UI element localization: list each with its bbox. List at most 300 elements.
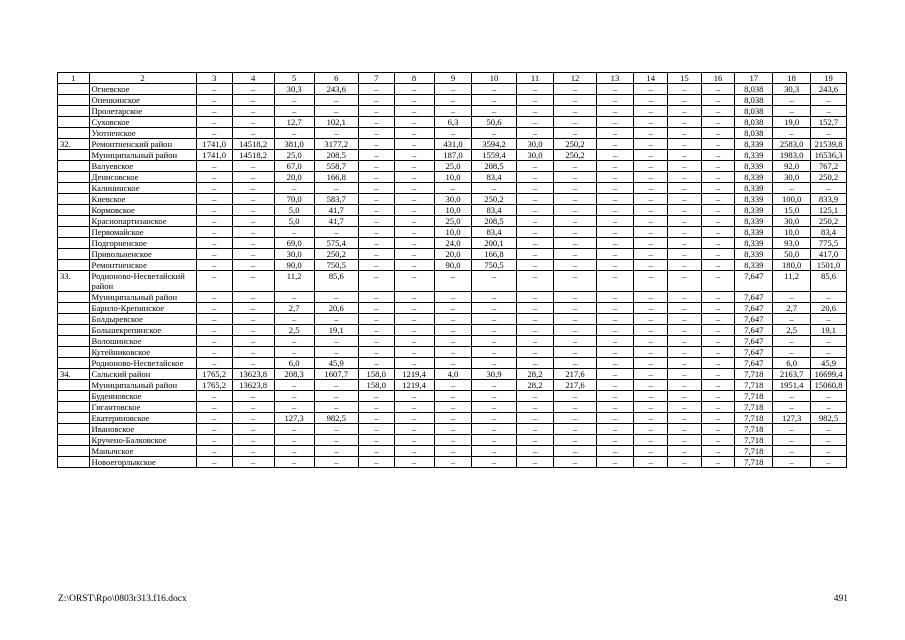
table-cell: – <box>701 139 735 150</box>
table-cell: – <box>554 117 596 128</box>
table-cell: – <box>196 183 232 194</box>
row-index <box>58 227 90 238</box>
table-cell: – <box>358 314 394 325</box>
table-cell: – <box>773 106 811 117</box>
table-cell: 12,7 <box>274 117 314 128</box>
table-cell: – <box>596 172 634 183</box>
table-cell: – <box>554 271 596 292</box>
table-cell: 7,647 <box>735 325 773 336</box>
table-cell: – <box>554 336 596 347</box>
table-cell: – <box>358 336 394 347</box>
row-index <box>58 424 90 435</box>
table-cell: – <box>274 380 314 391</box>
table-cell: – <box>634 358 668 369</box>
table-cell: – <box>634 260 668 271</box>
table-cell: – <box>232 303 274 314</box>
page-number: 491 <box>833 594 848 604</box>
territory-name: Киевское <box>89 194 196 205</box>
table-cell: – <box>811 183 847 194</box>
table-cell: – <box>232 128 274 139</box>
table-cell: 187,0 <box>434 150 472 161</box>
table-cell: – <box>394 314 434 325</box>
table-cell: – <box>434 183 472 194</box>
table-cell: – <box>668 303 702 314</box>
table-cell: – <box>811 424 847 435</box>
table-cell: – <box>358 106 394 117</box>
table-cell: 83,4 <box>472 227 516 238</box>
table-cell: 93,0 <box>773 238 811 249</box>
table-cell: – <box>232 238 274 249</box>
table-cell: – <box>554 183 596 194</box>
table-cell: – <box>811 95 847 106</box>
table-cell: 90,0 <box>434 260 472 271</box>
table-cell: 8,339 <box>735 238 773 249</box>
table-cell: – <box>314 314 358 325</box>
table-row <box>58 292 847 303</box>
table-row <box>58 303 847 314</box>
table-row <box>58 227 847 238</box>
table-cell: – <box>196 358 232 369</box>
table-cell: 16536,3 <box>811 150 847 161</box>
table-cell: – <box>358 303 394 314</box>
table-cell: 25,0 <box>434 216 472 227</box>
table-cell: – <box>701 380 735 391</box>
table-cell: – <box>358 402 394 413</box>
table-cell: – <box>472 413 516 424</box>
table-cell: – <box>472 424 516 435</box>
table-cell: 250,2 <box>314 249 358 260</box>
table-cell: – <box>668 139 702 150</box>
table-cell: – <box>811 391 847 402</box>
table-cell: 775,5 <box>811 238 847 249</box>
table-cell: – <box>434 106 472 117</box>
table-cell: – <box>472 446 516 457</box>
table-cell: – <box>634 325 668 336</box>
table-cell: – <box>701 106 735 117</box>
table-cell: 7,647 <box>735 358 773 369</box>
table-cell: – <box>811 106 847 117</box>
table-cell: – <box>701 216 735 227</box>
table-cell: – <box>196 95 232 106</box>
column-number-header: 8 <box>394 73 434 84</box>
table-cell: – <box>196 161 232 172</box>
table-cell: – <box>811 292 847 303</box>
table-cell: – <box>668 161 702 172</box>
table-cell: – <box>394 106 434 117</box>
table-cell: – <box>596 227 634 238</box>
table-cell: 19,1 <box>811 325 847 336</box>
table-cell: 19,0 <box>773 117 811 128</box>
table-cell: – <box>274 446 314 457</box>
table-cell: – <box>232 95 274 106</box>
table-cell: – <box>434 435 472 446</box>
table-cell: 8,339 <box>735 227 773 238</box>
table-cell: – <box>554 303 596 314</box>
table-cell: – <box>554 435 596 446</box>
table-cell: – <box>472 457 516 468</box>
table-cell: – <box>596 260 634 271</box>
column-number-header: 17 <box>735 73 773 84</box>
table-cell: – <box>596 347 634 358</box>
table-cell: – <box>394 402 434 413</box>
table-cell: – <box>701 128 735 139</box>
table-cell: – <box>394 216 434 227</box>
table-cell: 2,5 <box>773 325 811 336</box>
table-cell: – <box>554 446 596 457</box>
table-cell: 25,0 <box>434 161 472 172</box>
table-cell: – <box>596 325 634 336</box>
table-cell: – <box>701 347 735 358</box>
table-cell: – <box>358 292 394 303</box>
table-cell: – <box>701 260 735 271</box>
table-cell: 30,0 <box>516 139 554 150</box>
table-cell: – <box>516 314 554 325</box>
table-cell: – <box>232 194 274 205</box>
table-cell: – <box>196 413 232 424</box>
table-cell: 558,7 <box>314 161 358 172</box>
territory-name: Екатериновское <box>89 413 196 424</box>
table-cell: – <box>358 347 394 358</box>
row-index <box>58 150 90 161</box>
table-cell: – <box>358 446 394 457</box>
table-cell: 8,339 <box>735 150 773 161</box>
table-cell: – <box>472 84 516 95</box>
table-cell: – <box>274 314 314 325</box>
table-cell: – <box>634 347 668 358</box>
table-cell: – <box>554 238 596 249</box>
table-cell: – <box>596 205 634 216</box>
table-cell: 69,0 <box>274 238 314 249</box>
table-cell: – <box>232 271 274 292</box>
territory-name: Суховское <box>89 117 196 128</box>
table-cell: 10,0 <box>434 172 472 183</box>
table-cell: – <box>596 271 634 292</box>
table-cell: – <box>554 413 596 424</box>
table-row <box>58 413 847 424</box>
table-cell: – <box>554 260 596 271</box>
table-cell: – <box>394 249 434 260</box>
table-cell: – <box>196 271 232 292</box>
territory-name: Болдыревское <box>89 314 196 325</box>
table-cell: – <box>434 271 472 292</box>
table-cell: 417,0 <box>811 249 847 260</box>
table-cell: 208,5 <box>472 161 516 172</box>
table-cell: – <box>358 128 394 139</box>
table-cell: – <box>232 260 274 271</box>
table-cell: 100,0 <box>773 194 811 205</box>
table-cell: 8,339 <box>735 249 773 260</box>
table-cell: 8,339 <box>735 139 773 150</box>
table-cell: – <box>668 358 702 369</box>
table-cell: 30,9 <box>472 369 516 380</box>
table-cell: – <box>358 435 394 446</box>
table-cell: – <box>634 380 668 391</box>
table-cell: – <box>701 435 735 446</box>
table-cell: – <box>773 457 811 468</box>
table-cell: – <box>196 260 232 271</box>
table-row <box>58 314 847 325</box>
row-index <box>58 161 90 172</box>
territory-name: Подгорненское <box>89 238 196 249</box>
table-cell: – <box>358 139 394 150</box>
table-cell: 8,038 <box>735 128 773 139</box>
table-cell: 1219,4 <box>394 369 434 380</box>
table-cell: – <box>701 424 735 435</box>
column-number-header: 19 <box>811 73 847 84</box>
table-cell: – <box>516 391 554 402</box>
table-cell: – <box>434 402 472 413</box>
table-cell: 45,9 <box>811 358 847 369</box>
table-cell: 152,7 <box>811 117 847 128</box>
table-cell: – <box>516 161 554 172</box>
table-cell: – <box>668 435 702 446</box>
row-index <box>58 205 90 216</box>
table-cell: – <box>668 106 702 117</box>
row-index <box>58 402 90 413</box>
row-index <box>58 446 90 457</box>
table-cell: – <box>634 150 668 161</box>
table-cell: 14518,2 <box>232 150 274 161</box>
table-cell: 10,0 <box>434 205 472 216</box>
table-cell: – <box>358 183 394 194</box>
table-cell: – <box>394 391 434 402</box>
table-cell: – <box>668 271 702 292</box>
column-number-header: 14 <box>634 73 668 84</box>
table-row <box>58 325 847 336</box>
row-index <box>58 314 90 325</box>
table-cell: – <box>554 347 596 358</box>
table-cell: – <box>596 117 634 128</box>
table-cell: – <box>472 336 516 347</box>
table-cell: 102,1 <box>314 117 358 128</box>
table-cell: 200,1 <box>472 238 516 249</box>
table-cell: – <box>668 227 702 238</box>
column-number-header: 9 <box>434 73 472 84</box>
column-number-header: 2 <box>89 73 196 84</box>
table-cell: 7,647 <box>735 292 773 303</box>
table-cell: 7,647 <box>735 314 773 325</box>
table-cell: 8,038 <box>735 95 773 106</box>
table-cell: – <box>394 358 434 369</box>
table-cell: 3594,2 <box>472 139 516 150</box>
territory-name: Муниципальный район <box>89 150 196 161</box>
territory-name: Калининское <box>89 183 196 194</box>
row-index <box>58 128 90 139</box>
table-cell: – <box>773 391 811 402</box>
table-cell: – <box>516 435 554 446</box>
table-cell: – <box>634 249 668 260</box>
table-cell: – <box>701 325 735 336</box>
table-cell: – <box>668 380 702 391</box>
table-cell: 217,6 <box>554 369 596 380</box>
table-cell: – <box>358 172 394 183</box>
row-index <box>58 194 90 205</box>
table-cell: – <box>472 271 516 292</box>
table-cell: – <box>196 216 232 227</box>
table-cell: – <box>596 139 634 150</box>
table-cell: 8,038 <box>735 84 773 95</box>
table-cell: – <box>472 128 516 139</box>
table-cell: 8,038 <box>735 117 773 128</box>
table-cell: – <box>232 358 274 369</box>
table-cell: – <box>701 183 735 194</box>
table-cell: – <box>773 128 811 139</box>
table-cell: – <box>668 391 702 402</box>
table-cell: – <box>434 325 472 336</box>
row-index <box>58 172 90 183</box>
table-cell: – <box>472 391 516 402</box>
table-cell: – <box>434 380 472 391</box>
table-cell: – <box>596 380 634 391</box>
table-cell: 25,0 <box>274 150 314 161</box>
table-cell: 20,0 <box>274 172 314 183</box>
table-row <box>58 380 847 391</box>
table-cell: – <box>596 435 634 446</box>
territory-name: Кручено-Балковское <box>89 435 196 446</box>
table-cell: – <box>596 391 634 402</box>
table-cell: – <box>196 314 232 325</box>
table-cell: 41,7 <box>314 205 358 216</box>
table-cell: – <box>596 106 634 117</box>
table-cell: – <box>701 205 735 216</box>
table-row <box>58 106 847 117</box>
table-cell: – <box>394 95 434 106</box>
table-cell: – <box>394 424 434 435</box>
table-cell: – <box>634 128 668 139</box>
table-cell: – <box>773 292 811 303</box>
territory-name: Ивановское <box>89 424 196 435</box>
table-cell: – <box>434 128 472 139</box>
row-index <box>58 380 90 391</box>
table-cell: 83,4 <box>472 205 516 216</box>
table-cell: – <box>232 347 274 358</box>
table-cell: – <box>314 95 358 106</box>
table-cell: 28,2 <box>516 369 554 380</box>
table-cell: 250,2 <box>472 194 516 205</box>
table-cell: – <box>358 117 394 128</box>
column-number-header: 5 <box>274 73 314 84</box>
table-cell: – <box>274 402 314 413</box>
table-cell: – <box>516 205 554 216</box>
table-cell: – <box>701 271 735 292</box>
row-index <box>58 84 90 95</box>
table-cell: 1765,2 <box>196 369 232 380</box>
row-index <box>58 347 90 358</box>
table-cell: – <box>434 336 472 347</box>
table-cell: – <box>434 424 472 435</box>
table-cell: – <box>773 347 811 358</box>
table-cell: – <box>314 292 358 303</box>
table-cell: – <box>811 435 847 446</box>
table-cell: – <box>554 314 596 325</box>
table-cell: 83,4 <box>811 227 847 238</box>
table-row <box>58 139 847 150</box>
table-cell: – <box>773 446 811 457</box>
row-index <box>58 457 90 468</box>
table-cell: – <box>358 227 394 238</box>
table-cell: – <box>196 435 232 446</box>
table-cell: – <box>701 249 735 260</box>
table-cell: – <box>596 128 634 139</box>
table-cell: – <box>554 227 596 238</box>
table-cell: – <box>358 194 394 205</box>
table-cell: – <box>554 292 596 303</box>
table-cell: – <box>394 139 434 150</box>
table-cell: – <box>516 95 554 106</box>
table-cell: – <box>596 161 634 172</box>
table-cell: – <box>516 117 554 128</box>
data-table <box>57 72 847 468</box>
table-cell: – <box>472 303 516 314</box>
table-row <box>58 369 847 380</box>
table-cell: – <box>701 457 735 468</box>
table-cell: – <box>394 347 434 358</box>
table-cell: – <box>701 314 735 325</box>
table-cell: – <box>274 457 314 468</box>
table-cell: – <box>358 150 394 161</box>
table-cell: – <box>434 84 472 95</box>
table-cell: – <box>232 249 274 260</box>
table-cell: – <box>596 457 634 468</box>
table-cell: 14518,2 <box>232 139 274 150</box>
table-cell: – <box>596 249 634 260</box>
table-cell: – <box>196 106 232 117</box>
table-cell: – <box>516 249 554 260</box>
table-cell: 10,0 <box>773 227 811 238</box>
row-index <box>58 95 90 106</box>
table-cell: – <box>773 435 811 446</box>
table-cell: – <box>196 402 232 413</box>
table-cell: – <box>516 457 554 468</box>
table-cell: – <box>314 402 358 413</box>
header-row <box>58 73 847 84</box>
table-cell: – <box>634 402 668 413</box>
table-cell: – <box>472 402 516 413</box>
table-cell: 7,718 <box>735 424 773 435</box>
table-cell: – <box>472 95 516 106</box>
table-cell: – <box>232 457 274 468</box>
table-cell: 6,0 <box>773 358 811 369</box>
column-number-header: 12 <box>554 73 596 84</box>
row-index: 33. <box>58 271 90 292</box>
table-cell: 50,6 <box>472 117 516 128</box>
table-cell: – <box>232 216 274 227</box>
table-cell: 19,1 <box>314 325 358 336</box>
table-cell: – <box>516 238 554 249</box>
table-cell: – <box>196 292 232 303</box>
table-cell: 250,2 <box>811 172 847 183</box>
table-cell: – <box>196 325 232 336</box>
table-cell: 166,8 <box>472 249 516 260</box>
table-cell: – <box>232 314 274 325</box>
row-index <box>58 358 90 369</box>
table-cell: – <box>701 413 735 424</box>
table-cell: – <box>596 150 634 161</box>
table-cell: – <box>634 106 668 117</box>
territory-name: Волошинское <box>89 336 196 347</box>
table-cell: – <box>668 325 702 336</box>
table-cell: 2,7 <box>274 303 314 314</box>
table-cell: – <box>668 150 702 161</box>
table-cell: – <box>554 424 596 435</box>
table-cell: – <box>701 172 735 183</box>
table-cell: – <box>668 117 702 128</box>
table-row <box>58 205 847 216</box>
table-cell: – <box>232 325 274 336</box>
table-cell: 575,4 <box>314 238 358 249</box>
row-index <box>58 106 90 117</box>
table-cell: – <box>811 128 847 139</box>
